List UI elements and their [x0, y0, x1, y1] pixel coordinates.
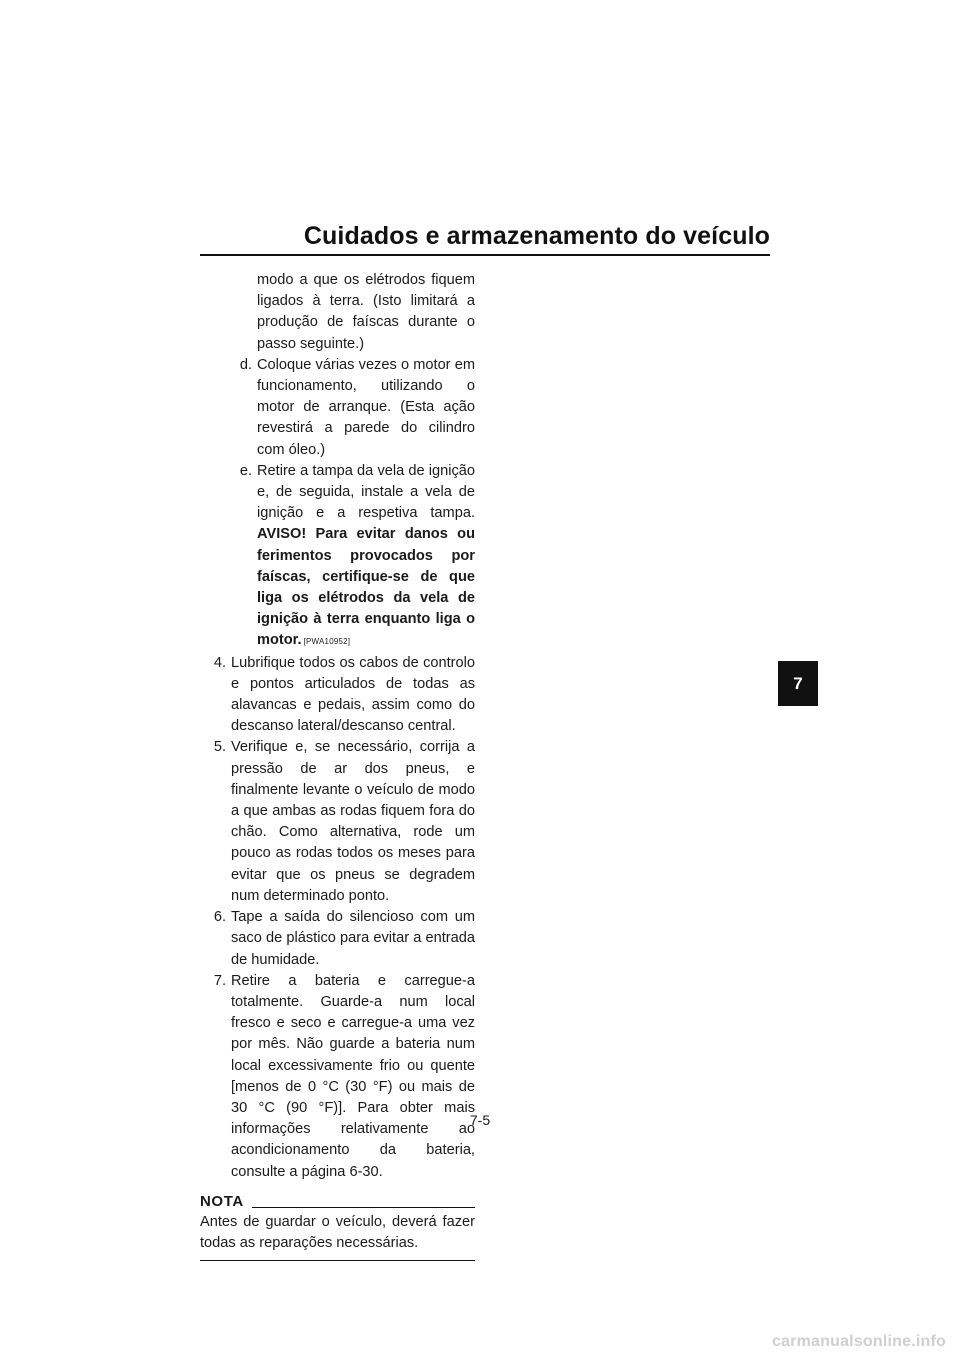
page-title: Cuidados e armazenamento do veículo: [303, 222, 770, 250]
list-item-6: [200, 907, 475, 971]
item-marker: 4.: [213, 654, 226, 671]
note-end-rule: [200, 1260, 475, 1261]
note-label: NOTA: [200, 1192, 244, 1210]
note-header: [200, 1191, 475, 1212]
item-marker: 5.: [213, 739, 226, 756]
item-text: Tape a saída do silencioso com um saco de plástico para evitar a entrada de humidade.: [231, 909, 475, 968]
item-text: Verifique e, se necessário, corrija a pressão de ar dos pneus, e finalmente levante o veículo de modo a que ambas as rodas fiquem fora do chão. Como alternativa, rode um pouco as rodas todos os meses para evitar que os pneus se degradem num determinado ponto.: [231, 739, 475, 904]
item-marker: 7.: [213, 972, 226, 989]
item-text-wrapper: [257, 461, 475, 653]
note-rule: [252, 1207, 475, 1208]
title-rule: [200, 254, 770, 256]
continuation-text: modo a que os elétrodos fiquem ligados à terra. (Isto limitará a produção de faíscas durante o passo seguinte.): [257, 272, 475, 352]
item-text: Retire a bateria e carregue-a totalmente. Guarde-a num local fresco e seco e carregue-a uma vez por mês. Não guarde a bateria num local excessivamente frio ou quente [menos de 0 °C (30 °F) ou mais de 30 °C (90 °F)]. Para obter mais informações relativamente ao acondicionamento da bateria, consulte a página 6-30.: [231, 972, 475, 1180]
list-item-e: [200, 461, 475, 653]
item-text: Lubrifique todos os cabos de controlo e pontos articulados de todas as alavancas e pedais, assim como do descanso lateral/descanso central.: [231, 654, 475, 735]
note-text: Antes de guardar o veículo, deverá fazer todas as reparações necessárias.: [200, 1213, 475, 1252]
list-item-5: [200, 737, 475, 907]
chapter-tab: 7: [778, 661, 818, 706]
item-text: Coloque várias vezes o motor em funcionamento, utilizando o motor de arranque. (Esta ação revestirá a parede do cilindro com óleo.): [257, 356, 475, 458]
list-item-7: [200, 971, 475, 1183]
page-number: 7-5: [469, 1112, 491, 1128]
list-item-d: [200, 355, 475, 461]
watermark-text: carmanualsonline.info: [771, 1333, 946, 1350]
warning-code: [PWA10952]: [303, 637, 351, 647]
list-item-4: [200, 653, 475, 738]
item-marker: 6.: [213, 909, 226, 926]
item-marker: e.: [239, 462, 252, 479]
content-column: [200, 270, 475, 1261]
warning-text: AVISO! Para evitar danos ou ferimentos provocados por faíscas, certifique-se de que liga os elétrodos da vela de ignição à terra enquanto liga o motor.: [257, 526, 475, 649]
item-text: Retire a tampa da vela de ignição e, de seguida, instale a vela de ignição e a respetiva tampa.: [257, 462, 475, 522]
item-marker: d.: [239, 356, 252, 373]
